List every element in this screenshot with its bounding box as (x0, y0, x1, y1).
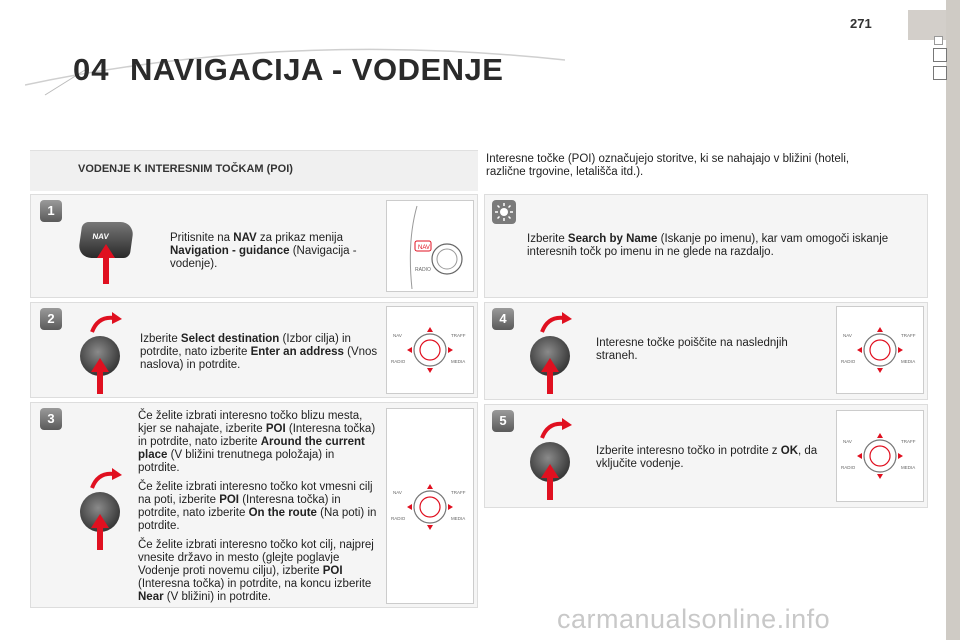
chapter-number: 04 (73, 52, 110, 87)
press-arrow-stem (97, 372, 103, 394)
side-bar (946, 0, 960, 640)
side-square-icon (933, 48, 947, 62)
section-intro: Interesne točke (POI) označujejo storitve, ki se nahajajo v bližini (hoteli, različne trgovine, letališča itd.). (486, 153, 850, 178)
section-heading: VODENJE K INTERESNIM TOČKAM (POI) (78, 163, 293, 175)
svg-text:MEDIA: MEDIA (451, 516, 466, 521)
console-image (836, 410, 924, 502)
console-knob-diagram (837, 411, 923, 501)
side-square-icon (933, 66, 947, 80)
page-title: NAVIGACIJA - VODENJE (130, 52, 504, 87)
step-5-text: Izberite interesno točko in potrdite z OK, da vključite vodenje. (596, 445, 818, 470)
svg-text:MEDIA: MEDIA (901, 465, 916, 470)
console-image (386, 306, 474, 394)
svg-text:NAV: NAV (393, 333, 402, 338)
svg-text:TRAFF: TRAFF (451, 490, 466, 495)
press-arrow-stem (547, 478, 553, 500)
watermark: carmanualsonline.info (557, 604, 831, 634)
press-arrow-icon (541, 358, 559, 372)
step-2-text: Izberite Select destination (Izbor cilja) in potrdite, nato izberite Enter an address (Vnos naslova) in potrdite. (140, 333, 378, 371)
step-3-text: Če želite izbrati interesno točko blizu mesta, kjer se nahajate, izberite POI (Interesna točka) in potrdite, nato izberite Around the current place (V bližini trenutnega položaja) in potrdite. Če želite izbrati interesno točko kot vmesni cilj na poti, izberite POI (Interesna točka) in potrdite, nato izberite On the route (Na poti) in potrdite. Če želite izbrati interesno točko kot cilj, najprej vnesite državo in mesto (glejte poglavje Vodenje proti novemu cilju), izberite POI (Interesna točka) in potrdite, na koncu izberite Near (V bližini) in potrdite. (138, 410, 377, 603)
svg-text:RADIO: RADIO (841, 359, 856, 364)
step-4-text: Interesne točke poiščite na naslednjih straneh. (596, 337, 788, 362)
rotate-arrow-icon (538, 416, 574, 440)
svg-text:MEDIA: MEDIA (901, 359, 916, 364)
svg-text:TRAFF: TRAFF (901, 439, 916, 444)
lightbulb-icon (492, 200, 516, 224)
press-arrow-stem (97, 528, 103, 550)
press-arrow-stem (547, 372, 553, 394)
step-3-badge: 3 (40, 408, 62, 430)
nav-console-diagram (387, 201, 473, 291)
rotate-arrow-icon (88, 466, 124, 490)
press-arrow-icon (541, 464, 559, 478)
step-1-text: Pritisnite na NAV za prikaz menija Navigation - guidance (Navigacija - vodenje). (170, 232, 357, 270)
svg-text:NAV: NAV (843, 439, 852, 444)
svg-text:RADIO: RADIO (391, 516, 406, 521)
press-arrow-stem (103, 258, 109, 284)
console-knob-diagram (387, 307, 473, 393)
svg-text:RADIO: RADIO (415, 267, 431, 273)
step-5-badge: 5 (492, 410, 514, 432)
press-arrow-icon (91, 358, 109, 372)
svg-text:TRAFF: TRAFF (901, 333, 916, 338)
svg-text:RADIO: RADIO (841, 465, 856, 470)
press-arrow-icon (91, 514, 109, 528)
console-knob-diagram (837, 307, 923, 393)
press-arrow-icon (97, 244, 115, 258)
console-knob-diagram (387, 409, 473, 603)
step-4-badge: 4 (492, 308, 514, 330)
rotate-arrow-icon (88, 310, 124, 334)
svg-text:NAV: NAV (418, 245, 430, 251)
svg-text:NAV: NAV (843, 333, 852, 338)
corner-dot (934, 36, 943, 45)
console-image (836, 306, 924, 394)
nav-button-icon: NAV (77, 222, 134, 258)
console-image (386, 200, 474, 292)
svg-text:TRAFF: TRAFF (451, 333, 466, 338)
rotate-arrow-icon (538, 310, 574, 334)
section-heading-bar (30, 150, 478, 191)
console-image (386, 408, 474, 604)
tip-text: Izberite Search by Name (Iskanje po imenu), kar vam omogoči iskanje interesnih točk po imenu in ne glede na razdaljo. (527, 233, 889, 258)
svg-text:MEDIA: MEDIA (451, 359, 466, 364)
svg-text:NAV: NAV (393, 490, 402, 495)
step-2-badge: 2 (40, 308, 62, 330)
page-number: 271 (850, 16, 872, 31)
step-1-badge: 1 (40, 200, 62, 222)
svg-text:RADIO: RADIO (391, 359, 406, 364)
